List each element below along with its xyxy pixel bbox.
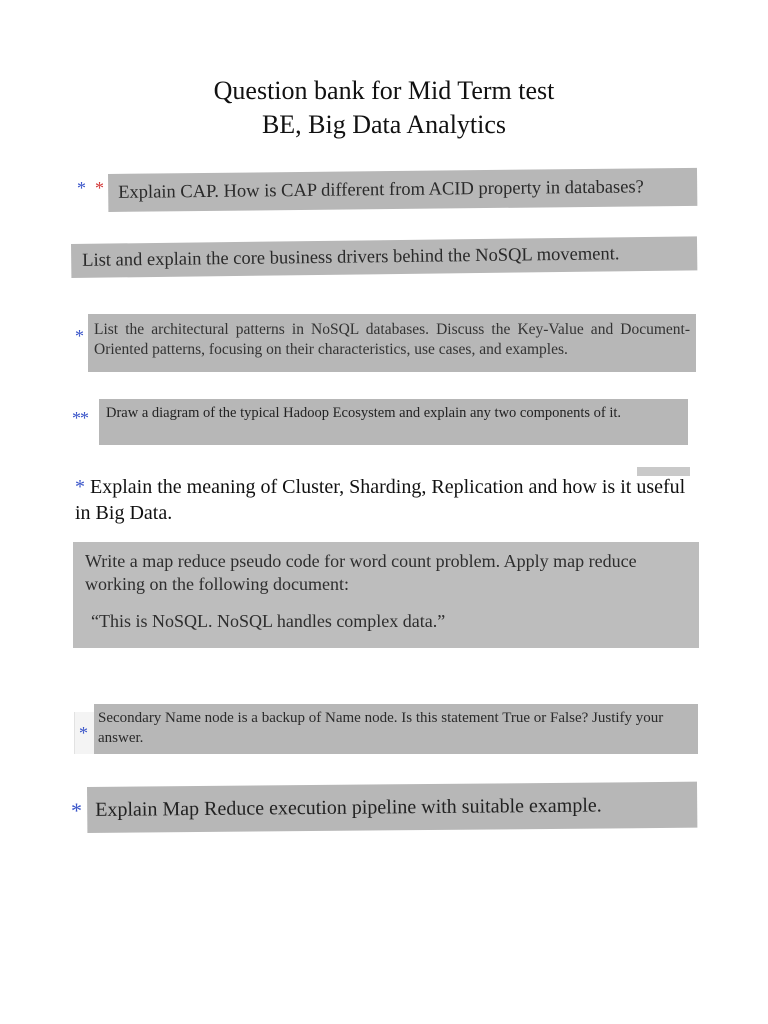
question-7-mark: *	[79, 723, 88, 743]
question-8-text: Explain Map Reduce execution pipeline with suitable example.	[87, 782, 697, 833]
question-3-text: List the architectural patterns in NoSQL databases. Discuss the Key-Value and Document-Oriented patterns, focusing on their characteristics, use cases, and examples.	[88, 314, 696, 372]
question-3-mark: *	[75, 326, 84, 346]
page-title-line-1: Question bank for Mid Term test	[213, 76, 555, 105]
question-4-text: Draw a diagram of the typical Hadoop Ecosystem and explain any two components of it.	[99, 399, 688, 445]
question-5	[75, 474, 695, 526]
question-7-text: Secondary Name node is a backup of Name node. Is this statement True or False? Justify your answer.	[94, 704, 698, 754]
question-1-mark-2: *	[95, 178, 104, 198]
page-title-line-2: BE, Big Data Analytics	[261, 110, 507, 139]
question-1-mark-1: *	[77, 178, 86, 198]
question-5-text: Explain the meaning of Cluster, Sharding, Replication and how is it useful in Big Data.	[75, 476, 686, 524]
question-6	[73, 542, 699, 648]
question-8-mark: *	[71, 798, 82, 823]
question-2-text: List and explain the core business drivers behind the NoSQL movement.	[71, 236, 697, 278]
question-6-text: Write a map reduce pseudo code for word count problem. Apply map reduce working on the following document:	[85, 551, 637, 594]
question-5-mark: *	[75, 476, 85, 498]
question-4-mark: **	[72, 408, 88, 428]
question-1-text: Explain CAP. How is CAP different from ACID property in databases?	[108, 168, 697, 212]
question-6-document: “This is NoSQL. NoSQL handles complex data.”	[91, 611, 446, 631]
